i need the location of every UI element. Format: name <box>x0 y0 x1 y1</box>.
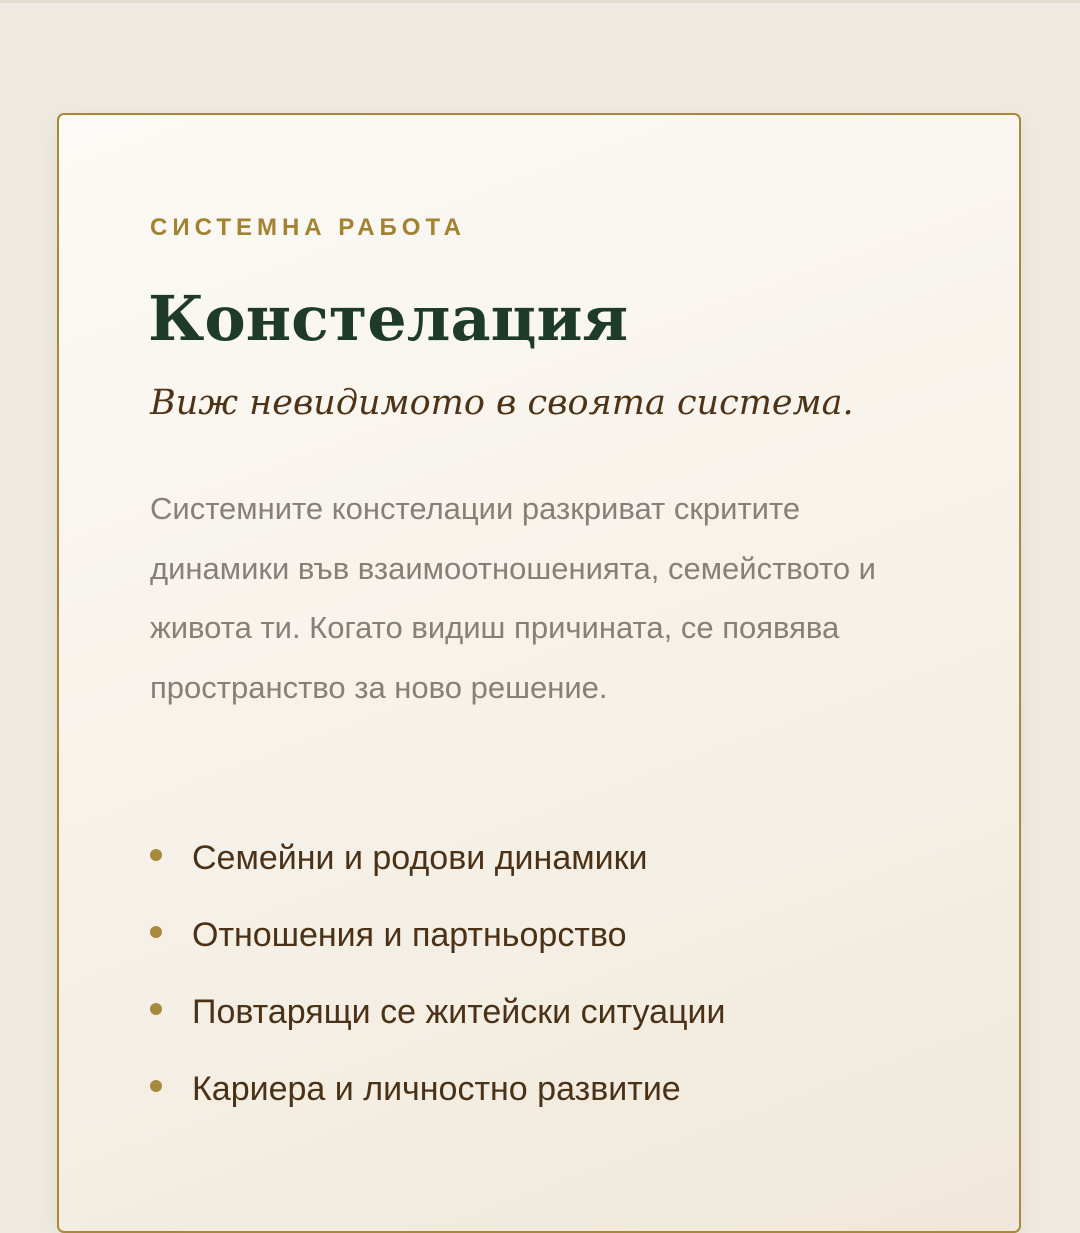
card-title: Констелация <box>148 282 629 355</box>
feature-item-relationships <box>150 909 726 986</box>
feature-item-recurring-situations <box>150 986 726 1063</box>
feature-label: Семейни и родови динамики <box>192 839 648 877</box>
feature-item-career <box>150 1063 726 1140</box>
feature-label: Кариера и личностно развитие <box>192 1070 681 1108</box>
bullet-dot-icon <box>150 849 162 861</box>
feature-list <box>150 832 726 1140</box>
card-subtitle: Виж невидимото в своята система. <box>150 383 854 423</box>
feature-label: Отношения и партньорство <box>192 916 627 954</box>
card-description: Системните констелации разкриват скритите динамики във взаимоотношенията, семейството и живота ти. Когато видиш причината, се появява пространство за ново решение. <box>150 491 877 705</box>
top-divider <box>0 0 1080 3</box>
service-card <box>57 113 1021 1233</box>
card-eyebrow: СИСТЕМНА РАБОТА <box>150 214 466 241</box>
bullet-dot-icon <box>150 1003 162 1015</box>
feature-item-family <box>150 832 726 909</box>
bullet-dot-icon <box>150 1080 162 1092</box>
feature-label: Повтарящи се житейски ситуации <box>192 993 726 1031</box>
bullet-dot-icon <box>150 926 162 938</box>
